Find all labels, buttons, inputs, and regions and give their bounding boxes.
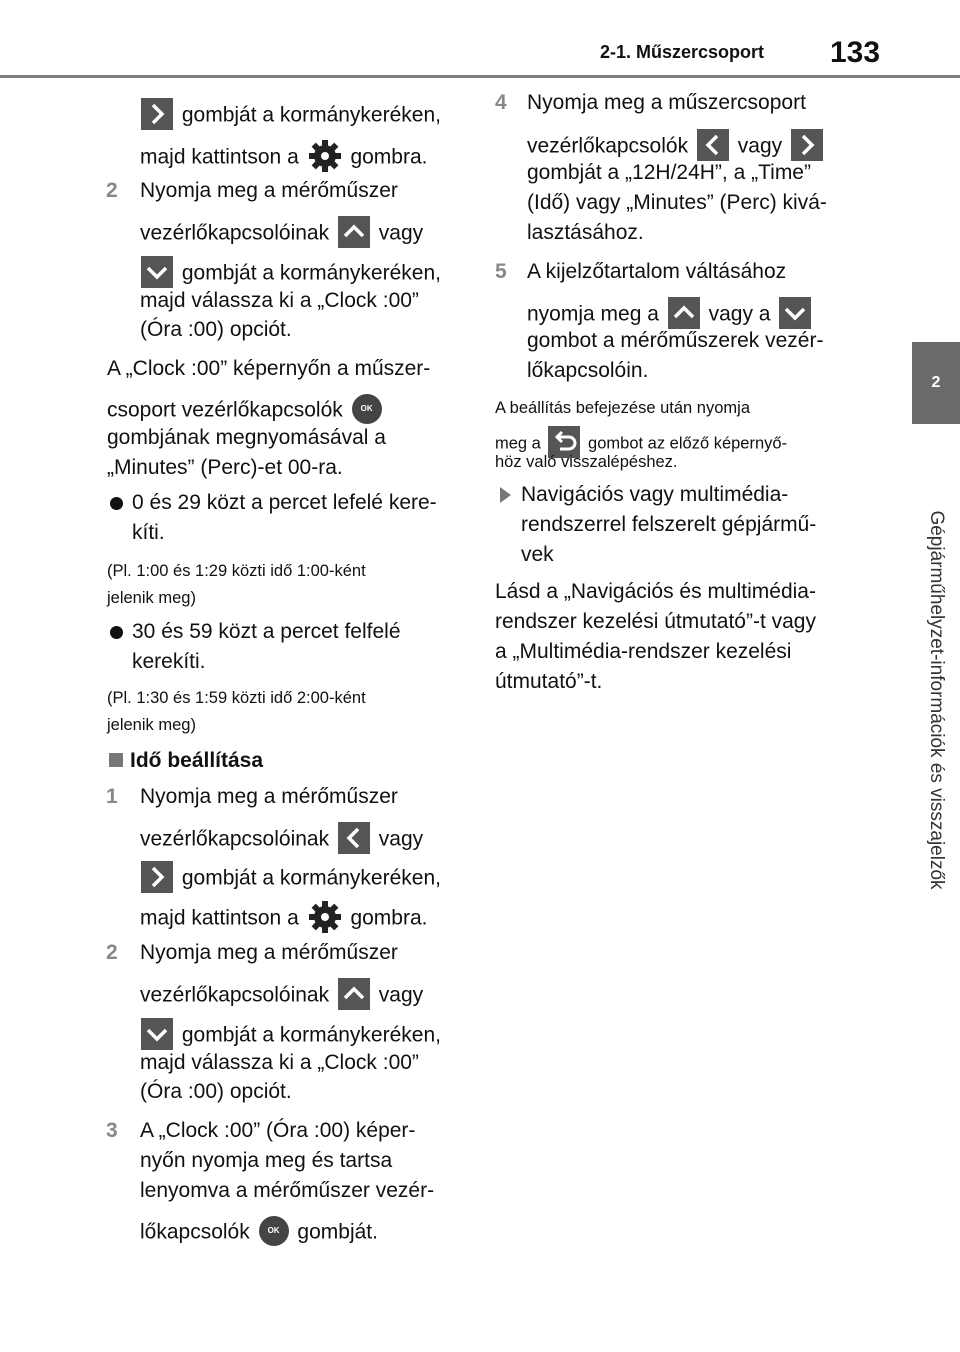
line: vezérlőkapcsolóinak vagy [140,824,423,856]
line: majd válassza ki a „Clock :00” [140,1051,419,1074]
note-line: jelenik meg) [107,716,196,734]
step-number: 3 [106,1119,118,1142]
chevron-up-icon [338,978,370,1010]
gear-icon [308,900,342,934]
gear-icon [308,139,342,173]
line: vek [521,543,554,566]
line: kíti. [132,521,165,544]
note-line: (Pl. 1:00 és 1:29 közti idő 1:00-ként [107,562,366,580]
line: rendszer kezelési útmutató”-t vagy [495,610,816,633]
page-number: 133 [830,36,881,69]
step-number: 4 [495,91,507,114]
step-number: 1 [106,785,118,808]
line: (Idő) vagy „Minutes” (Perc) kivá- [527,191,827,214]
chevron-right-icon [141,98,173,130]
line: Nyomja meg a műszercsoport [527,91,806,114]
line: lenyomva a mérőműszer vezér- [140,1179,435,1202]
line: majd kattintson a gombra. [140,141,428,175]
line: Navigációs vagy multimédia- [521,483,789,506]
chevron-left-icon [338,822,370,854]
section-title: 2-1. Műszercsoport [600,42,765,62]
chapter-tab [912,342,960,424]
ok-button-icon: OK [352,394,382,424]
header-rule [0,75,960,78]
line: rendszerrel felszerelt gépjármű- [521,513,817,536]
line: A „Clock :00” (Óra :00) képer- [140,1119,416,1142]
line: lasztásához. [527,221,644,244]
line: A „Clock :00” képernyőn a műszer- [107,357,431,380]
step-number: 5 [495,260,507,283]
chevron-up-icon [338,216,370,248]
chapter-number: 2 [931,374,941,391]
line: lőkapcsolóin. [527,359,649,382]
line: Nyomja meg a mérőműszer [140,785,398,808]
line: „Minutes” (Perc)-et 00-ra. [107,456,343,479]
line: csoport vezérlőkapcsolók OK [107,396,385,426]
line: A kijelzőtartalom váltásához [527,260,787,283]
line: gombot a mérőműszerek vezér- [527,329,824,352]
note-line: höz való visszalépéshez. [495,453,678,471]
line: gombját a „12H/24H”, a „Time” [527,161,811,184]
line: gombját a kormánykeréken, [138,258,441,290]
line: vezérlőkapcsolóinak vagy [140,218,423,250]
line: 0 és 29 közt a percet lefelé kere- [132,491,437,514]
line: lőkapcsolók OK gombját. [140,1218,378,1248]
note-line: jelenik meg) [107,589,196,607]
line: a „Multimédia-rendszer kezelési [495,640,792,663]
line: vezérlőkapcsolók vagy [527,131,826,163]
line: majd válassza ki a „Clock :00” [140,289,419,312]
line: (Óra :00) opciót. [140,1080,292,1103]
line: gombját a kormánykeréken, [138,1020,441,1052]
note-line: A beállítás befejezése után nyomja [495,399,751,417]
line: majd kattintson a gombra. [140,902,428,936]
line: gombját a kormánykeréken, [138,100,441,132]
chevron-right-icon [791,129,823,161]
bullet-dot [110,497,123,510]
chevron-down-icon [141,256,173,288]
line: vezérlőkapcsolóinak vagy [140,980,423,1012]
note-line: (Pl. 1:30 és 1:59 közti idő 2:00-ként [107,689,366,707]
line: gombját a kormánykeréken, [138,863,441,895]
chevron-down-icon [141,1018,173,1050]
ok-button-icon: OK [259,1216,289,1246]
chevron-right-icon [141,861,173,893]
chevron-up-icon [668,297,700,329]
chevron-down-icon [779,297,811,329]
line: gombjának megnyomásával a [107,426,386,449]
step-number: 2 [106,941,118,964]
line: 30 és 59 közt a percet felfelé [132,620,401,643]
line: Nyomja meg a mérőműszer [140,941,398,964]
line: kerekíti. [132,650,206,673]
line: útmutató”-t. [495,670,603,693]
line: Lásd a „Navigációs és multimédia- [495,580,816,603]
heading-square-icon [109,753,123,767]
line: nyőn nyomja meg és tartsa [140,1149,393,1172]
bullet-dot [110,626,123,639]
section-heading: Idő beállítása [130,749,264,772]
line: Nyomja meg a mérőműszer [140,179,398,202]
step-number: 2 [106,179,118,202]
line: (Óra :00) opciót. [140,318,292,341]
bullet-triangle-icon [500,487,511,503]
note-line: meg a gombot az előző képernyő- [495,428,787,460]
line: nyomja meg a vagy a [527,299,814,331]
chevron-left-icon [697,129,729,161]
